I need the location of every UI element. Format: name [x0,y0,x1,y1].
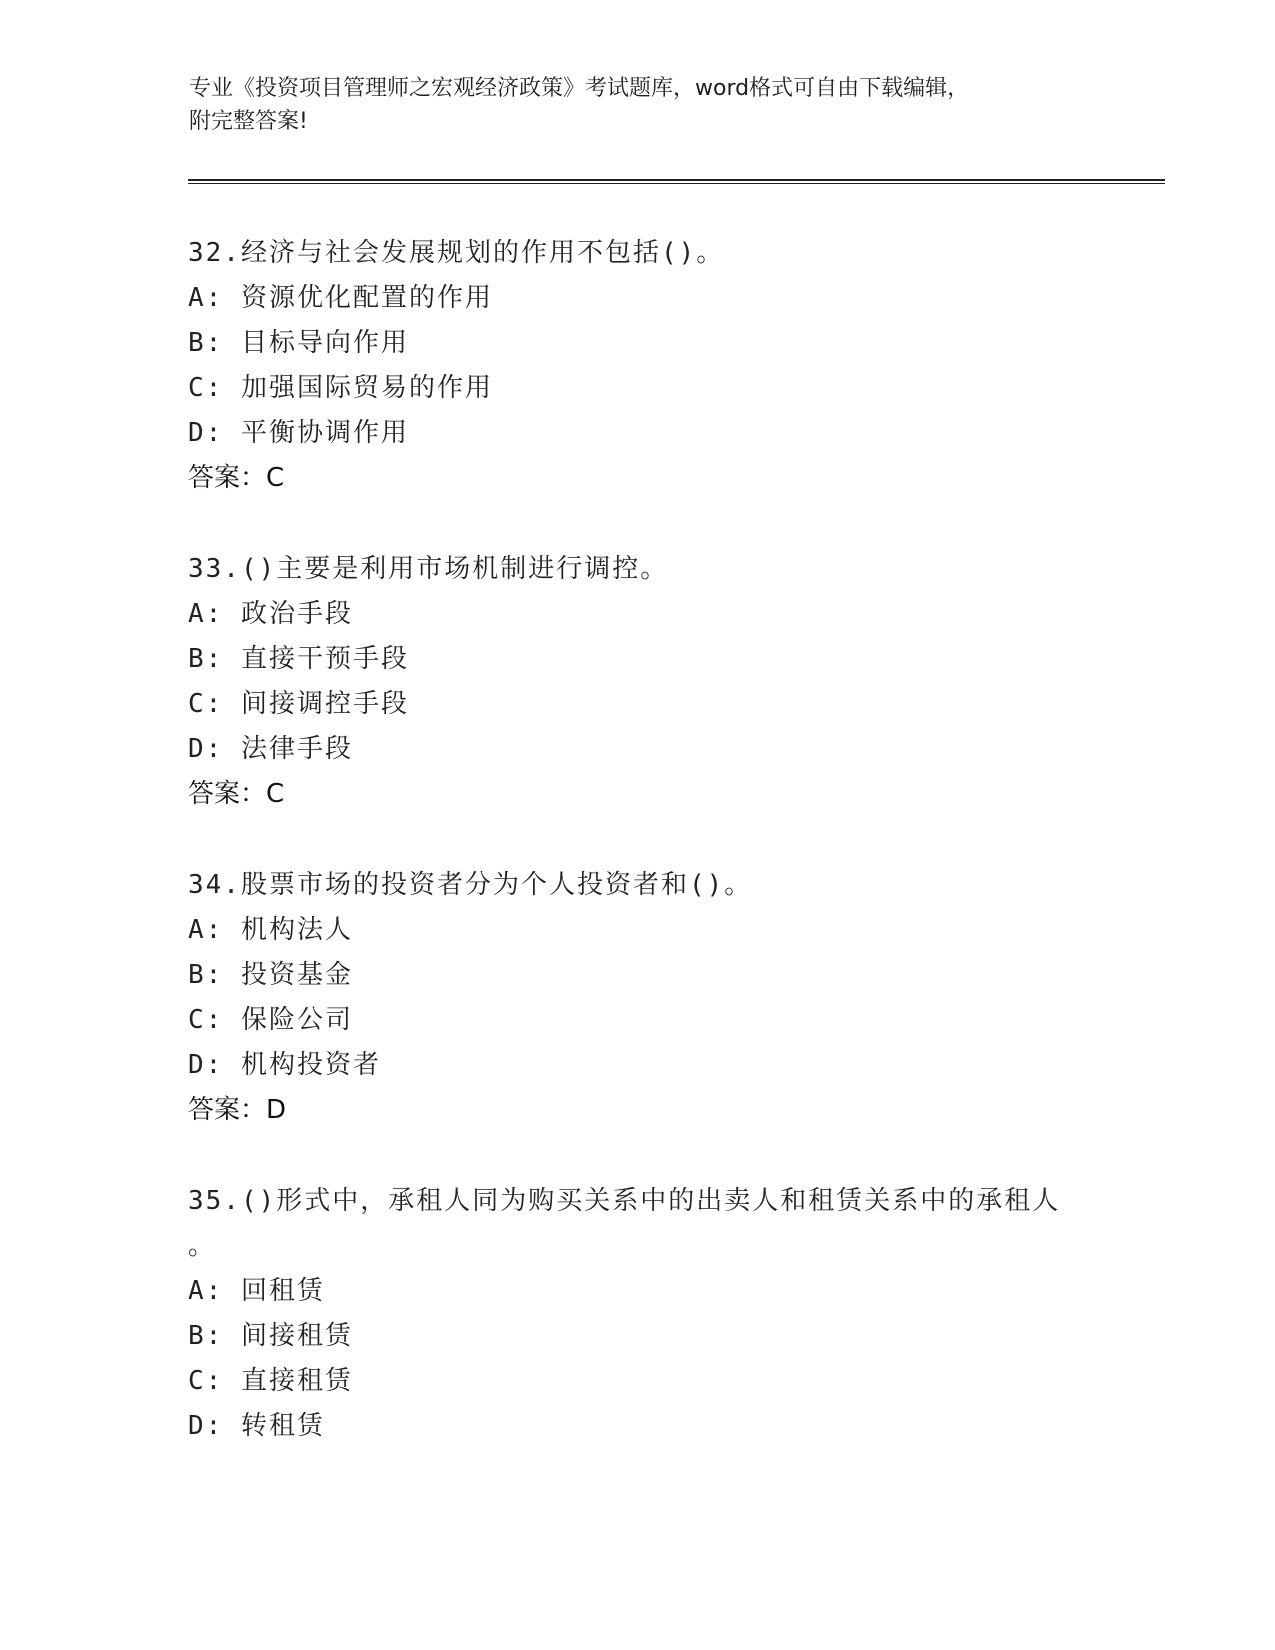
option-d: D: 机构投资者 [188,1050,381,1080]
option-c: C: 加强国际贸易的作用 [188,373,493,403]
option-b: B: 间接租赁 [188,1321,353,1351]
question-stem: 32.经济与社会发展规划的作用不包括()。 [188,238,725,268]
option-c: C: 直接租赁 [188,1366,353,1396]
option-a: A: 机构法人 [188,915,353,945]
header-line-1: 专业《投资项目管理师之宏观经济政策》考试题库，word格式可自由下载编辑， [189,76,970,101]
header-line-2: 附完整答案! [189,109,308,134]
option-b: B: 直接干预手段 [188,644,409,674]
option-d: D: 转租赁 [188,1411,325,1441]
question-stem: 33.()主要是利用市场机制进行调控。 [188,554,669,584]
answer-label: 答案：C [188,779,285,809]
document-header [189,72,1069,138]
option-d: D: 法律手段 [188,734,353,764]
option-a: A: 资源优化配置的作用 [188,283,493,313]
option-d: D: 平衡协调作用 [188,418,409,448]
answer-label: 答案：C [188,463,285,493]
option-c: C: 保险公司 [188,1005,353,1035]
question-stem: 34.股票市场的投资者分为个人投资者和()。 [188,870,753,900]
question-stem-continuation: 。 [188,1231,217,1261]
header-divider [188,179,1165,184]
question-stem: 35.()形式中，承租人同为购买关系中的出卖人和租赁关系中的承租人 [188,1186,1061,1216]
option-c: C: 间接调控手段 [188,689,409,719]
answer-label: 答案：D [188,1095,287,1125]
option-a: A: 政治手段 [188,599,353,629]
option-a: A: 回租赁 [188,1276,325,1306]
option-b: B: 投资基金 [188,960,353,990]
option-b: B: 目标导向作用 [188,328,409,358]
